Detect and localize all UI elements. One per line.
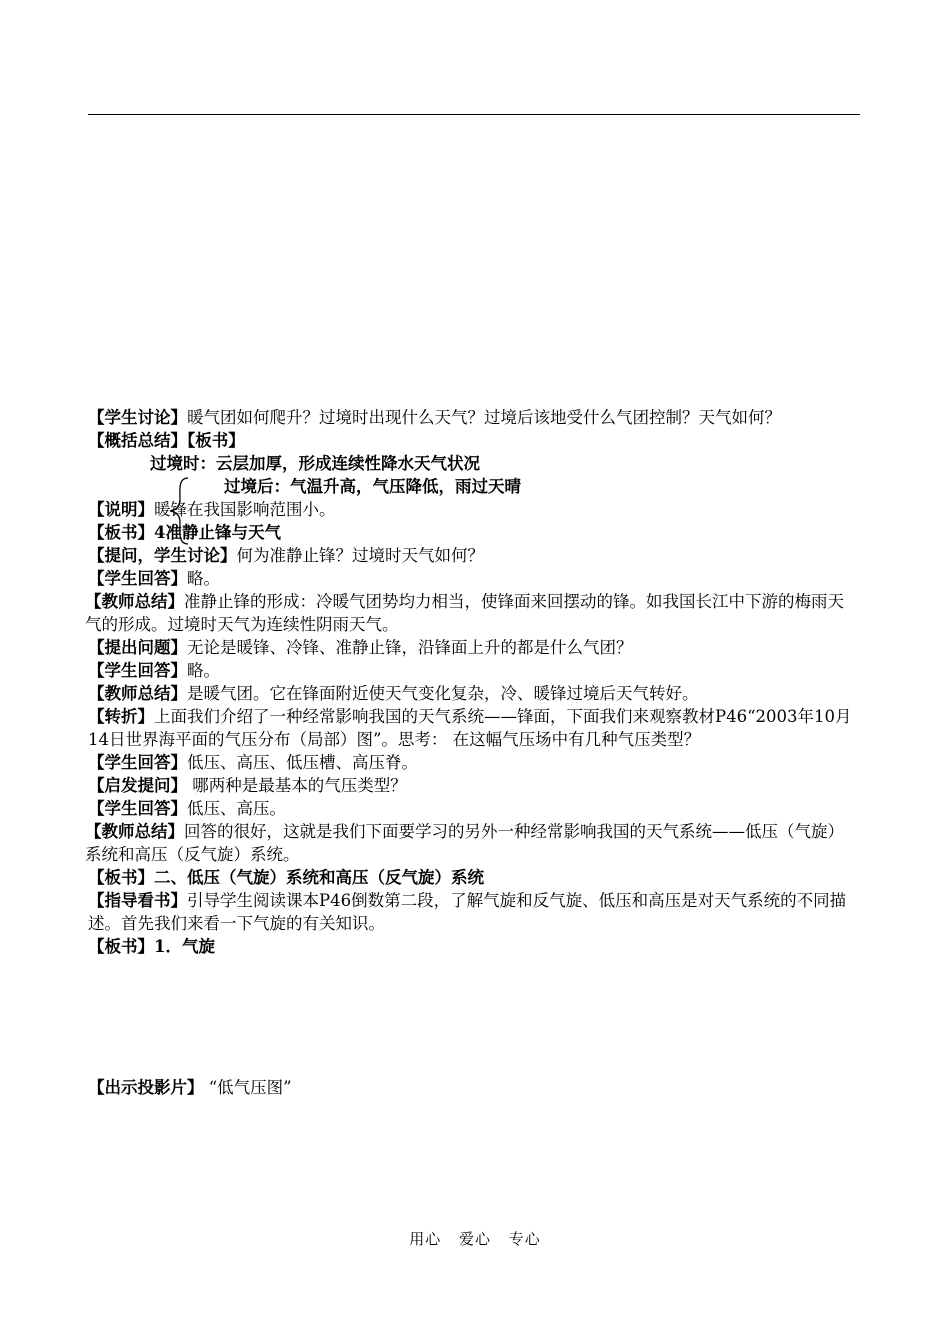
header-rule	[88, 114, 860, 115]
paragraph-raise-question	[88, 636, 860, 659]
document-body	[85, 406, 860, 1099]
paragraph-question	[88, 544, 860, 567]
paragraph-text: 引导学生阅读课本P46倒数第二段，了解气旋和反气旋、低压和高压是对天气系统的不同描述。首先我们来看一下气旋的有关知识。	[88, 891, 847, 933]
footer-word: 专心	[508, 1230, 541, 1248]
section-tag: 【概括总结】【板书】	[88, 431, 245, 450]
board-line-during: 过境时：云层加厚，形成连续性降水天气状况	[150, 454, 480, 473]
paragraph-reading-guide	[88, 889, 860, 935]
section-tag: 【学生讨论】	[88, 408, 187, 427]
paragraph-student-discussion	[88, 406, 860, 429]
section-tag: 【出示投影片】	[88, 1078, 204, 1097]
footer-word: 用心	[409, 1230, 442, 1248]
paragraph-explanation	[88, 498, 860, 521]
paragraph-board-4	[88, 521, 860, 544]
paragraph-board-cyclone	[88, 935, 860, 958]
paragraph-transition	[88, 705, 860, 751]
paragraph-text: 准静止锋的形成：冷暖气团势均力相当，使锋面来回摆动的锋。如我国长江中下游的梅雨天气的形成。过境时天气为连续性阴雨天气。	[85, 592, 844, 634]
paragraph-text: 是暖气团。它在锋面附近使天气变化复杂，冷、暖锋过境后天气转好。	[187, 684, 699, 703]
paragraph-teacher-summary	[88, 682, 860, 705]
blank-space	[88, 958, 860, 1076]
section-tag: 【说明】	[88, 500, 154, 519]
section-tag: 【教师总结】	[85, 822, 184, 841]
section-tag: 【板书】	[88, 868, 154, 887]
section-tag: 【板书】	[88, 937, 154, 956]
section-tag: 【启发提问】	[88, 776, 187, 795]
paragraph-text: 略。	[187, 569, 220, 588]
paragraph-student-answer	[88, 659, 860, 682]
board-text: 二、低压（气旋）系统和高压（反气旋）系统	[154, 868, 484, 887]
section-tag: 【学生回答】	[88, 569, 187, 588]
paragraph-summary-heading	[88, 429, 860, 452]
section-tag: 【学生回答】	[88, 661, 187, 680]
section-tag: 【学生回答】	[88, 753, 187, 772]
paragraph-teacher-summary	[85, 820, 860, 866]
paragraph-show-slide	[88, 1076, 860, 1099]
paragraph-text: 低压、高压、低压槽、高压脊。	[187, 753, 418, 772]
board-text: 4准静止锋与天气	[154, 523, 281, 542]
board-line-after: 过境后：气温升高，气压降低，雨过天晴	[224, 477, 521, 496]
section-tag: 【指导看书】	[88, 891, 187, 910]
section-tag: 【教师总结】	[85, 592, 184, 611]
paragraph-text: 暖气团如何爬升？过境时出现什么天气？过境后该地受什么气团控制？天气如何？	[187, 408, 781, 427]
paragraph-text: 无论是暖锋、冷锋、准静止锋，沿锋面上升的都是什么气团？	[187, 638, 633, 657]
paragraph-student-answer	[88, 751, 860, 774]
paragraph-text: 上面我们介绍了一种经常影响我国的天气系统——锋面，下面我们来观察教材P46“2003年10月14日世界海平面的气压分布（局部）图”。思考： 在这幅气压场中有几种气压类型？	[88, 707, 852, 749]
paragraph-text: 回答的很好，这就是我们下面要学习的另外一种经常影响我国的天气系统——低压（气旋）系统和高压（反气旋）系统。	[85, 822, 844, 864]
page-footer	[0, 1228, 950, 1249]
section-tag: 【提问，学生讨论】	[88, 546, 237, 565]
paragraph-board-section-2	[88, 866, 860, 889]
paragraph-text: 哪两种是最基本的气压类型？	[187, 776, 407, 795]
paragraph-student-answer	[88, 567, 860, 590]
paragraph-text: 何为准静止锋？过境时天气如何？	[236, 546, 484, 565]
paragraph-student-answer	[88, 797, 860, 820]
section-tag: 【板书】	[88, 523, 154, 542]
paragraph-text: 暖锋在我国影响范围小。	[154, 500, 336, 519]
section-tag: 【转折】	[88, 707, 154, 726]
paragraph-text: 略。	[187, 661, 220, 680]
footer-word: 爱心	[458, 1230, 491, 1248]
board-text: 1．气旋	[154, 937, 215, 956]
paragraph-text: “低气压图”	[203, 1078, 292, 1097]
section-tag: 【提出问题】	[88, 638, 187, 657]
section-tag: 【学生回答】	[88, 799, 187, 818]
section-tag: 【教师总结】	[88, 684, 187, 703]
paragraph-teacher-summary	[85, 590, 860, 636]
paragraph-text: 低压、高压。	[187, 799, 286, 818]
paragraph-prompt-question	[88, 774, 860, 797]
